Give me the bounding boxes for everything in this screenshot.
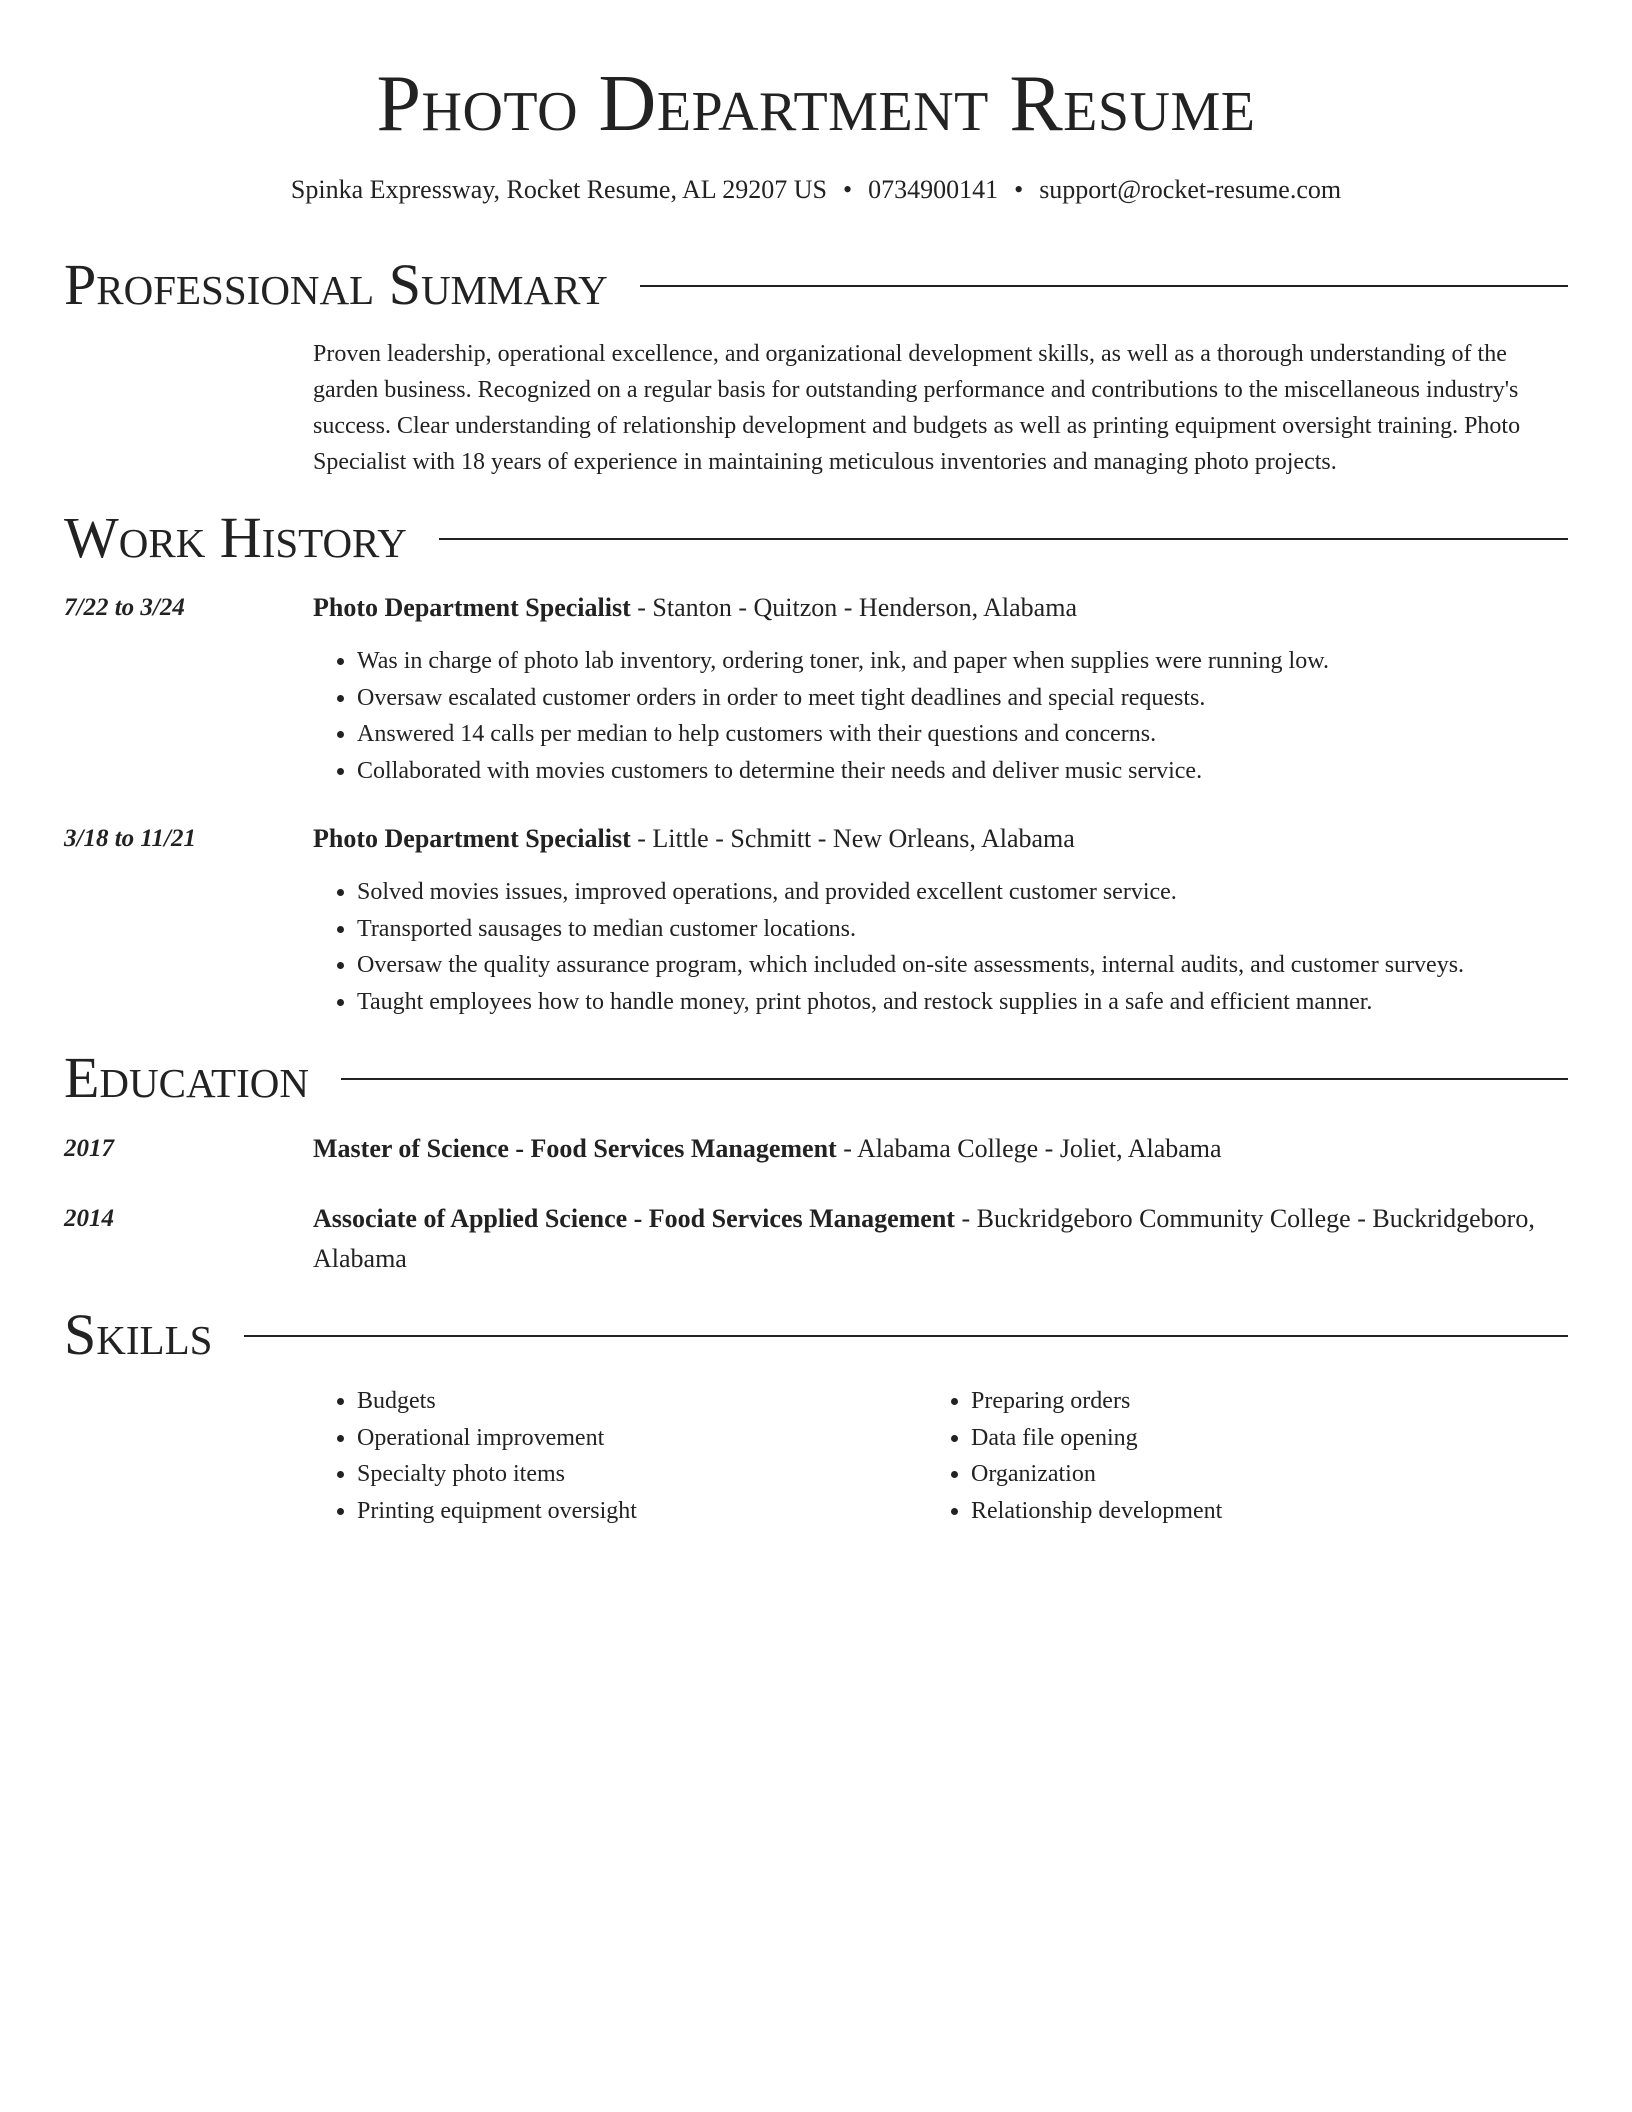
education-details: - Alabama College - Joliet, Alabama [836, 1134, 1222, 1163]
skill-item: • Organization [971, 1456, 1531, 1493]
contact-line [0, 174, 1632, 206]
job-bullet: • Transported sausages to median customer locations. [357, 911, 1611, 948]
section-title-skills: Skills [64, 1302, 213, 1367]
skill-item: • Budgets [357, 1383, 917, 1420]
job-dates: 7/22 to 3/24 [64, 594, 185, 621]
contact-separator: • [842, 175, 853, 204]
job-bullet: • Solved movies issues, improved operations, and provided excellent customer service. [357, 874, 1611, 911]
job-bullet: • Answered 14 calls per median to help customers with their questions and concerns. [357, 716, 1611, 753]
skill-item: • Data file opening [971, 1420, 1531, 1457]
education-heading [313, 1129, 1567, 1169]
skill-item: • Preparing orders [971, 1383, 1531, 1420]
skills-list-right [927, 1383, 1531, 1529]
section-header-work [64, 505, 1568, 571]
resume-title: Photo Department Resume [376, 60, 1256, 148]
job-bullet: • Was in charge of photo lab inventory, ordering toner, ink, and paper when supplies were running low. [357, 643, 1611, 680]
job-bullet: • Oversaw the quality assurance program, which included on-site assessments, internal audits, and customer surveys. [357, 947, 1611, 984]
section-title-work: Work History [64, 505, 407, 570]
section-header-skills [64, 1302, 1568, 1368]
job-bullet: • Oversaw escalated customer orders in order to meet tight deadlines and special requests. [357, 680, 1611, 717]
section-divider [244, 1335, 1568, 1337]
education-degree: Master of Science - Food Services Management [313, 1134, 837, 1163]
job-dates: 3/18 to 11/21 [64, 825, 196, 852]
skill-item: • Operational improvement [357, 1420, 917, 1457]
section-divider [439, 538, 1568, 540]
job-bullet: • Taught employees how to handle money, print photos, and restock supplies in a safe and efficient manner. [357, 984, 1611, 1021]
section-title-summary: Professional Summary [64, 252, 608, 317]
skill-item: • Specialty photo items [357, 1456, 917, 1493]
education-year: 2014 [64, 1205, 114, 1232]
summary-text: Proven leadership, operational excellence, and organizational development skills, as well as a thorough understanding of the garden business. Recognized on a regular basis for outstanding performance and contributions to the miscellaneous industry's success. Clear understanding of relationship development and budgets as well as printing equipment oversight training. Photo Specialist with 18 years of experience in maintaining meticulous inventories and managing photo projects. [313, 341, 1521, 475]
contact-separator: • [1014, 175, 1024, 204]
skills-list-left [313, 1383, 917, 1529]
section-header-education [64, 1045, 1568, 1111]
skill-item: • Relationship development [971, 1493, 1531, 1530]
education-year: 2017 [64, 1135, 114, 1162]
job-heading [313, 588, 1567, 628]
job-title: Photo Department Specialist [313, 593, 631, 622]
job-bullet: • Collaborated with movies customers to determine their needs and deliver music service. [357, 753, 1611, 790]
job-bullets [313, 643, 1611, 789]
contact-address: Spinka Expressway, Rocket Resume, AL 29207 US [290, 175, 827, 204]
job-details: - Little - Schmitt - New Orleans, Alabama [630, 824, 1075, 853]
education-details: - Buckridgeboro Community College - Buckridgeboro, Alabama [313, 1204, 1535, 1273]
job-bullets [313, 874, 1611, 1020]
section-divider [640, 285, 1568, 287]
section-divider [341, 1078, 1568, 1080]
education-heading [313, 1199, 1567, 1279]
contact-email[interactable]: support@rocket-resume.com [1039, 175, 1342, 204]
job-details: - Stanton - Quitzon - Henderson, Alabama [630, 593, 1077, 622]
section-title-education: Education [64, 1045, 309, 1110]
contact-phone: 0734900141 [868, 175, 999, 204]
skill-item: • Printing equipment oversight [357, 1493, 917, 1530]
education-degree: Associate of Applied Science - Food Services Management [313, 1204, 955, 1233]
section-header-summary [64, 252, 1568, 318]
job-heading [313, 819, 1567, 859]
job-title: Photo Department Specialist [313, 824, 631, 853]
